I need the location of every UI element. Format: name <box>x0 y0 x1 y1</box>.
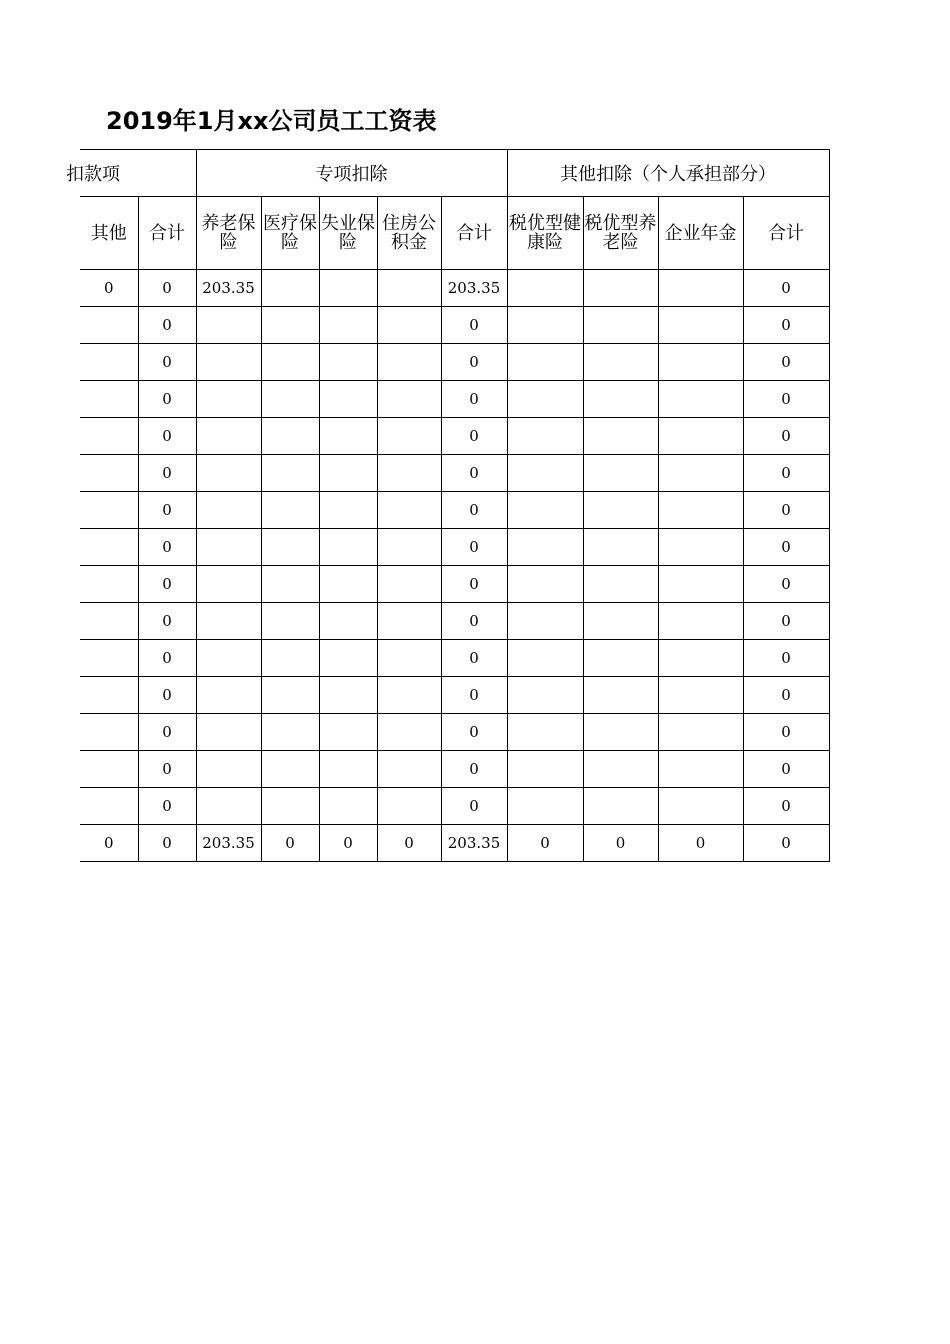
table-row <box>80 381 829 418</box>
table-cell[interactable] <box>658 270 743 307</box>
table-cell[interactable] <box>377 788 441 825</box>
table-cell[interactable] <box>377 714 441 751</box>
table-cell[interactable] <box>507 344 583 381</box>
table-cell[interactable]: 0 <box>743 344 829 381</box>
table-cell[interactable] <box>658 566 743 603</box>
table-cell[interactable] <box>80 788 138 825</box>
table-cell[interactable] <box>377 270 441 307</box>
table-cell[interactable]: 0 <box>441 603 507 640</box>
table-cell[interactable] <box>507 751 583 788</box>
table-cell[interactable] <box>196 455 261 492</box>
table-cell[interactable] <box>658 751 743 788</box>
table-cell[interactable] <box>507 455 583 492</box>
table-cell[interactable] <box>319 529 377 566</box>
table-cell[interactable] <box>196 529 261 566</box>
table-cell[interactable] <box>583 677 658 714</box>
table-cell[interactable]: 203.35 <box>441 825 507 862</box>
table-cell[interactable] <box>583 381 658 418</box>
table-cell[interactable]: 0 <box>138 344 196 381</box>
table-cell[interactable]: 0 <box>138 455 196 492</box>
table-cell[interactable] <box>583 566 658 603</box>
table-cell[interactable] <box>80 381 138 418</box>
table-cell[interactable] <box>261 751 319 788</box>
table-cell[interactable] <box>80 492 138 529</box>
table-cell[interactable] <box>196 492 261 529</box>
table-cell[interactable] <box>80 566 138 603</box>
table-cell[interactable] <box>196 418 261 455</box>
table-cell[interactable] <box>196 566 261 603</box>
col-unemployment[interactable]: 失业保险 <box>319 197 377 270</box>
table-row <box>80 455 829 492</box>
table-cell[interactable]: 0 <box>441 381 507 418</box>
table-cell[interactable] <box>261 492 319 529</box>
table-cell[interactable]: 0 <box>441 307 507 344</box>
table-cell[interactable] <box>658 603 743 640</box>
table-cell[interactable]: 0 <box>507 825 583 862</box>
table-cell[interactable] <box>261 418 319 455</box>
table-row <box>80 492 829 529</box>
table-cell[interactable] <box>507 640 583 677</box>
table-cell[interactable] <box>507 418 583 455</box>
table-cell[interactable]: 0 <box>441 677 507 714</box>
table-cell[interactable] <box>507 529 583 566</box>
table-cell[interactable] <box>583 603 658 640</box>
salary-table <box>66 149 830 862</box>
table-cell[interactable] <box>583 751 658 788</box>
group-special-deductions[interactable]: 专项扣除 <box>196 150 507 197</box>
table-cell[interactable] <box>658 344 743 381</box>
table-cell[interactable] <box>377 529 441 566</box>
table-cell[interactable]: 0 <box>658 825 743 862</box>
table-row <box>80 307 829 344</box>
table-cell[interactable] <box>80 344 138 381</box>
table-cell[interactable] <box>196 344 261 381</box>
table-cell[interactable]: 0 <box>743 529 829 566</box>
table-cell[interactable]: 0 <box>441 529 507 566</box>
table-cell[interactable]: 203.35 <box>196 825 261 862</box>
table-cell[interactable] <box>658 640 743 677</box>
table-cell[interactable] <box>80 455 138 492</box>
table-cell[interactable] <box>377 751 441 788</box>
table-cell[interactable]: 0 <box>441 714 507 751</box>
table-row <box>80 751 829 788</box>
table-cell[interactable]: 0 <box>138 381 196 418</box>
table-row <box>80 344 829 381</box>
table-cell[interactable]: 0 <box>441 418 507 455</box>
table-cell[interactable]: 0 <box>377 825 441 862</box>
table-row <box>80 603 829 640</box>
table-cell[interactable] <box>583 418 658 455</box>
table-cell[interactable] <box>658 788 743 825</box>
table-cell[interactable] <box>80 529 138 566</box>
table-cell[interactable] <box>658 307 743 344</box>
table-row <box>80 418 829 455</box>
table-cell[interactable]: 0 <box>138 529 196 566</box>
table-cell[interactable] <box>377 418 441 455</box>
table-cell[interactable]: 0 <box>138 603 196 640</box>
table-cell[interactable]: 0 <box>441 788 507 825</box>
table-cell[interactable] <box>261 714 319 751</box>
totals-row <box>80 825 829 862</box>
col-tax-health[interactable]: 税优型健康险 <box>507 197 583 270</box>
table-cell[interactable] <box>377 603 441 640</box>
table-cell[interactable] <box>196 677 261 714</box>
table-cell[interactable] <box>583 714 658 751</box>
table-cell[interactable]: 0 <box>138 751 196 788</box>
table-cell[interactable]: 0 <box>138 714 196 751</box>
table-cell[interactable] <box>377 344 441 381</box>
table-cell[interactable] <box>319 788 377 825</box>
table-cell[interactable]: 0 <box>743 603 829 640</box>
table-cell[interactable]: 0 <box>80 825 138 862</box>
table-cell[interactable]: 0 <box>138 418 196 455</box>
table-cell[interactable] <box>583 529 658 566</box>
table-cell[interactable] <box>658 677 743 714</box>
table-cell[interactable] <box>507 492 583 529</box>
table-cell[interactable] <box>507 270 583 307</box>
table-cell[interactable] <box>319 566 377 603</box>
table-cell[interactable]: 0 <box>743 307 829 344</box>
col-pension[interactable]: 养老保险 <box>196 197 261 270</box>
table-cell[interactable]: 0 <box>743 677 829 714</box>
table-cell[interactable]: 0 <box>441 640 507 677</box>
table-row <box>80 566 829 603</box>
table-cell[interactable] <box>377 307 441 344</box>
table-cell[interactable]: 0 <box>441 492 507 529</box>
table-cell[interactable] <box>658 455 743 492</box>
table-cell[interactable]: 0 <box>138 825 196 862</box>
table-cell[interactable]: 0 <box>261 825 319 862</box>
table-cell[interactable] <box>319 603 377 640</box>
table-cell[interactable] <box>377 566 441 603</box>
table-cell[interactable] <box>261 640 319 677</box>
table-cell[interactable] <box>319 307 377 344</box>
table-cell[interactable] <box>80 418 138 455</box>
table-cell[interactable] <box>377 455 441 492</box>
table-cell[interactable] <box>658 418 743 455</box>
table-cell[interactable] <box>196 307 261 344</box>
table-cell[interactable]: 0 <box>743 566 829 603</box>
col-total-other[interactable]: 合计 <box>743 197 829 270</box>
table-row <box>80 788 829 825</box>
table-cell[interactable] <box>80 714 138 751</box>
table-cell[interactable] <box>261 529 319 566</box>
table-cell[interactable]: 0 <box>743 788 829 825</box>
table-cell[interactable]: 0 <box>743 492 829 529</box>
table-cell[interactable] <box>196 603 261 640</box>
table-cell[interactable] <box>507 566 583 603</box>
table-cell[interactable] <box>261 455 319 492</box>
table-cell[interactable] <box>377 677 441 714</box>
table-cell[interactable] <box>261 344 319 381</box>
table-cell[interactable] <box>196 788 261 825</box>
table-cell[interactable]: 203.35 <box>441 270 507 307</box>
table-cell[interactable]: 0 <box>441 751 507 788</box>
table-cell[interactable]: 0 <box>138 492 196 529</box>
table-cell[interactable] <box>80 603 138 640</box>
table-cell[interactable]: 0 <box>743 270 829 307</box>
table-cell[interactable] <box>261 677 319 714</box>
table-cell[interactable]: 0 <box>80 270 138 307</box>
table-cell[interactable] <box>319 714 377 751</box>
table-cell[interactable] <box>507 677 583 714</box>
group-other-deductions[interactable]: 其他扣除（个人承担部分） <box>507 150 829 197</box>
table-cell[interactable] <box>80 751 138 788</box>
table-cell[interactable] <box>80 640 138 677</box>
table-cell[interactable] <box>261 566 319 603</box>
group-deductions[interactable]: 扣款项 <box>80 150 196 197</box>
column-header-row <box>80 197 829 270</box>
table-cell[interactable] <box>583 455 658 492</box>
table-cell[interactable] <box>319 751 377 788</box>
table-cell[interactable]: 0 <box>441 455 507 492</box>
table-cell[interactable] <box>319 455 377 492</box>
table-cell[interactable] <box>80 677 138 714</box>
table-cell[interactable] <box>261 603 319 640</box>
table-cell[interactable] <box>319 344 377 381</box>
col-tax-pension[interactable]: 税优型养老险 <box>583 197 658 270</box>
table-cell[interactable]: 203.35 <box>196 270 261 307</box>
col-other[interactable]: 其他 <box>80 197 138 270</box>
table-cell[interactable] <box>196 751 261 788</box>
table-cell[interactable]: 0 <box>138 270 196 307</box>
table-cell[interactable] <box>377 492 441 529</box>
table-cell[interactable]: 0 <box>138 788 196 825</box>
table-cell[interactable]: 0 <box>138 566 196 603</box>
table-cell[interactable] <box>196 381 261 418</box>
table-cell[interactable] <box>658 714 743 751</box>
table-cell[interactable] <box>507 603 583 640</box>
table-cell[interactable] <box>377 381 441 418</box>
table-cell[interactable] <box>319 418 377 455</box>
table-cell[interactable] <box>196 714 261 751</box>
table-cell[interactable] <box>583 344 658 381</box>
table-row <box>80 270 829 307</box>
group-header-row <box>80 150 829 197</box>
table-cell[interactable]: 0 <box>743 714 829 751</box>
table-cell[interactable]: 0 <box>138 307 196 344</box>
table-cell[interactable] <box>80 307 138 344</box>
table-cell[interactable] <box>583 640 658 677</box>
table-row <box>80 529 829 566</box>
table-cell[interactable] <box>261 381 319 418</box>
table-cell[interactable]: 0 <box>138 677 196 714</box>
table-cell[interactable]: 0 <box>743 455 829 492</box>
table-row <box>80 640 829 677</box>
table-cell[interactable] <box>319 270 377 307</box>
table-cell[interactable]: 0 <box>743 640 829 677</box>
table-cell[interactable]: 0 <box>441 566 507 603</box>
table-cell[interactable] <box>583 788 658 825</box>
table-cell[interactable]: 0 <box>743 825 829 862</box>
table-cell[interactable] <box>658 529 743 566</box>
table-cell[interactable] <box>261 788 319 825</box>
col-total-special[interactable]: 合计 <box>441 197 507 270</box>
table-cell[interactable] <box>507 714 583 751</box>
table-cell[interactable] <box>583 270 658 307</box>
table-row <box>80 714 829 751</box>
table-cell[interactable] <box>507 381 583 418</box>
col-housing-fund[interactable]: 住房公积金 <box>377 197 441 270</box>
table-cell[interactable] <box>507 788 583 825</box>
table-cell[interactable]: 0 <box>743 751 829 788</box>
col-medical[interactable]: 医疗保险 <box>261 197 319 270</box>
table-cell[interactable] <box>507 307 583 344</box>
table-cell[interactable]: 0 <box>743 418 829 455</box>
table-cell[interactable] <box>658 381 743 418</box>
table-cell[interactable] <box>583 492 658 529</box>
table-cell[interactable] <box>319 677 377 714</box>
table-cell[interactable] <box>319 640 377 677</box>
table-cell[interactable]: 0 <box>138 640 196 677</box>
table-cell[interactable] <box>196 640 261 677</box>
table-cell[interactable] <box>583 307 658 344</box>
table-cell[interactable] <box>319 492 377 529</box>
table-cell[interactable] <box>261 270 319 307</box>
table-cell[interactable] <box>377 640 441 677</box>
table-cell[interactable]: 0 <box>583 825 658 862</box>
col-annuity[interactable]: 企业年金 <box>658 197 743 270</box>
table-cell[interactable] <box>658 492 743 529</box>
table-cell[interactable]: 0 <box>441 344 507 381</box>
table-cell[interactable] <box>261 307 319 344</box>
sheet-title: 2019年1月xx公司员工工资表 <box>106 107 437 135</box>
table-row <box>80 677 829 714</box>
col-total-deductions[interactable]: 合计 <box>138 197 196 270</box>
table-cell[interactable]: 0 <box>743 381 829 418</box>
table-cell[interactable] <box>319 381 377 418</box>
table-cell[interactable]: 0 <box>319 825 377 862</box>
